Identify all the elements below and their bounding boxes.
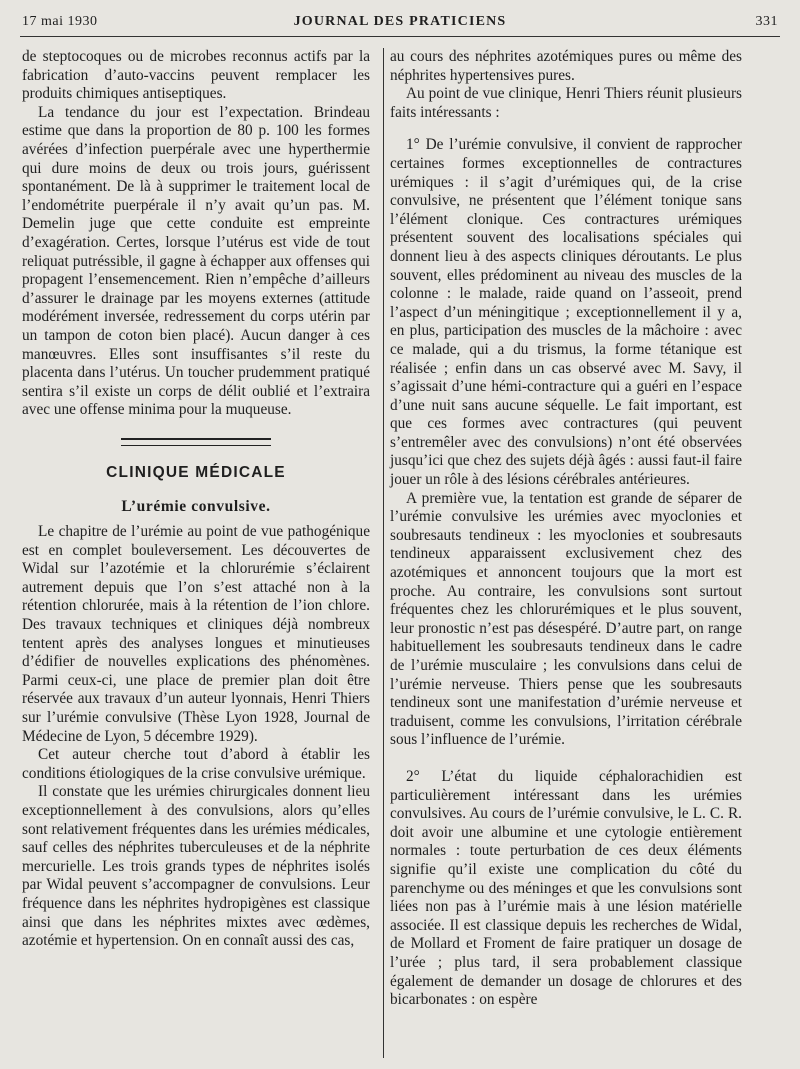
left-paragraph-5: Il constate que les urémies chirurgicales donnent lieu exceptionnellement à des convulsions, alors qu’elles sont relativement fréquentes dans les urémies médicales, sauf celles des néphrites tuberculeuses et de la néphrite mercurielle. Les trois grands types de néphrites isolés par Widal peuvent s’accompagner de convulsions. Leur fréquence dans les néphrites hydropigènes est classique ainsi que dans les néphrites mixtes avec œdèmes, azotémie et hypertension. On en connaît aussi des cas, <box>22 783 370 950</box>
article-title: L’urémie convulsive. <box>121 498 271 516</box>
right-column <box>390 48 742 1010</box>
column-divider <box>383 48 384 1058</box>
right-paragraph-1: au cours des néphrites azotémiques pures ou même des néphrites hypertensives pures. <box>390 48 742 84</box>
left-paragraph-4: Cet auteur cherche tout d’abord à établir les conditions étiologiques de la crise convulsive urémique. <box>22 746 370 782</box>
running-header <box>22 14 778 32</box>
header-date: 17 mai 1930 <box>22 14 98 29</box>
section-heading: CLINIQUE MÉDICALE <box>106 463 286 481</box>
right-paragraph-4: A première vue, la tentation est grande de séparer de l’urémie convulsive les urémies avec myoclonies et soubresauts tendineux : les myoclonies et soubresauts tendineux apparaissent exclusivement chez des azotémiques et annoncent toujours que la mort est proche. Au contraire, les convulsions sont surtout fréquentes chez les chlorurémiques et le plus souvent, leur pronostic n’est pas désespéré. D’autre part, on range habituellement les soubresauts tendineux dans le cadre de l’urémie musculaire ; les convulsions dans celui de l’urémie nerveuse. Thiers pense que les soubresauts tendineux sont une manifestation d’urémie nerveuse et traduisent, comme les convulsions, l’irritation cérébrale sous l’influence de l’urémie. <box>390 489 742 749</box>
left-column <box>22 48 370 951</box>
left-paragraph-2: La tendance du jour est l’expectation. Brindeau estime que dans la proportion de 80 p. 100 les formes avérées d’infection puerpérale avec une hyperthermie qui dure moins de deux ou trois jours, guérissent spontanément. De là à supprimer le traitement local de l’endométrite puerpérale il n’y avait qu’un pas. M. Demelin juge que cette conduite est empreinte d’exagération. Certes, lorsque l’utérus est vide de tout reliquat putréssible, il gagne à échapper aux offenses qui propagent l’ensemencement. Rien n’empêche d’ailleurs d’assurer le drainage par les moyens externes (attitude modérément inversée, redressement du corps utérin par un tampon de coton bien placé). Aucun danger à ces manœuvres. Elles sont insuffisantes s’il reste du placenta dans l’utérus. Un toucher prudemment pratiqué sentira s’il existe un corps de délit oublié et l’extraira avec une offense minima pour la muqueuse. <box>22 103 370 419</box>
right-paragraph-3: 1° De l’urémie convulsive, il convient de rapprocher certaines formes exceptionnelles de contractures urémiques : il s’agit d’urémiques qui, de la crise convulsive, ne présentent que l’élément tonique sans l’élément clonique. Ces contractures urémiques présentent souvent des localisations spéciales qui donnent lieu à des aspects cliniques déroutants. Le plus souvent, elles prédominent au niveau des muscles de la colonne : le malade, raide quand on l’asseoit, prend l’aspect d’un méningitique ; exceptionnellement il y a, en plus, participation des muscles de la mâchoire : avec ce malade, qui a du trismus, la forme tétanique est réalisée ; enfin dans un cas observé avec M. Savy, il s’agissait d’une hémi-contracture qui a guéri en l’espace d’une nuit sans aucune séquelle. Le fait important, est que ces formes avec contractures (qui peuvent s’entremêler avec des convulsions) n’ont été observées jusqu’ici que chez des sujets déjà âgés : aussi faut-il faire jouer un rôle à des lésions cérébrales antérieures. <box>390 136 742 489</box>
left-paragraph-3: Le chapitre de l’urémie au point de vue pathogénique est en complet bouleversement. Les découvertes de Widal sur l’azotémie et la chlorurémie s’éclairent autrement depuis que l’on s’est attaché non à la rétention chlorurée, mais à la rétention de l’ion chlore. Des travaux techniques et cliniques déjà nombreux tentent après des analyses longues et minutieuses d’édifier de nouvelles explications des phénomènes. Parmi ceux-ci, une place de premier plan doit être réservée aux travaux d’un auteur lyonnais, Henri Thiers sur l’urémie convulsive (Thèse Lyon 1928, Journal de Médecine de Lyon, 5 décembre 1929). <box>22 523 370 745</box>
right-paragraph-5: 2° L’état du liquide céphalorachidien est particulièrement intéressant dans les urémies convulsives. Au cours de l’urémie convulsive, le L. C. R. doit avoir une albumine et une cytologie entièrement normales : toute perturbation de ces deux éléments signifie qu’il existe une complication du côté du parenchyme ou des méninges et que les convulsions sont liées non pas à l’urémie mais à une lésion matérielle associée. Il est classique depuis les recherches de Widal, de Mollard et Froment de faire pratiquer un dosage de l’urée ; plus tard, il sera probablement classique également de demander un dosage de chlorures et des bicarbonates : on espère <box>390 767 742 1009</box>
right-paragraph-2: Au point de vue clinique, Henri Thiers réunit plusieurs faits intéressants : <box>390 85 742 121</box>
header-rule <box>20 36 780 37</box>
header-journal-title: JOURNAL DES PRATICIENS <box>293 14 507 29</box>
section-separator <box>121 438 271 446</box>
header-page-number: 331 <box>755 14 778 29</box>
left-paragraph-1: de steptocoques ou de microbes reconnus actifs par la fabrication d’auto-vaccins peuvent remplacer les produits chimiques antiseptiques. <box>22 48 370 103</box>
